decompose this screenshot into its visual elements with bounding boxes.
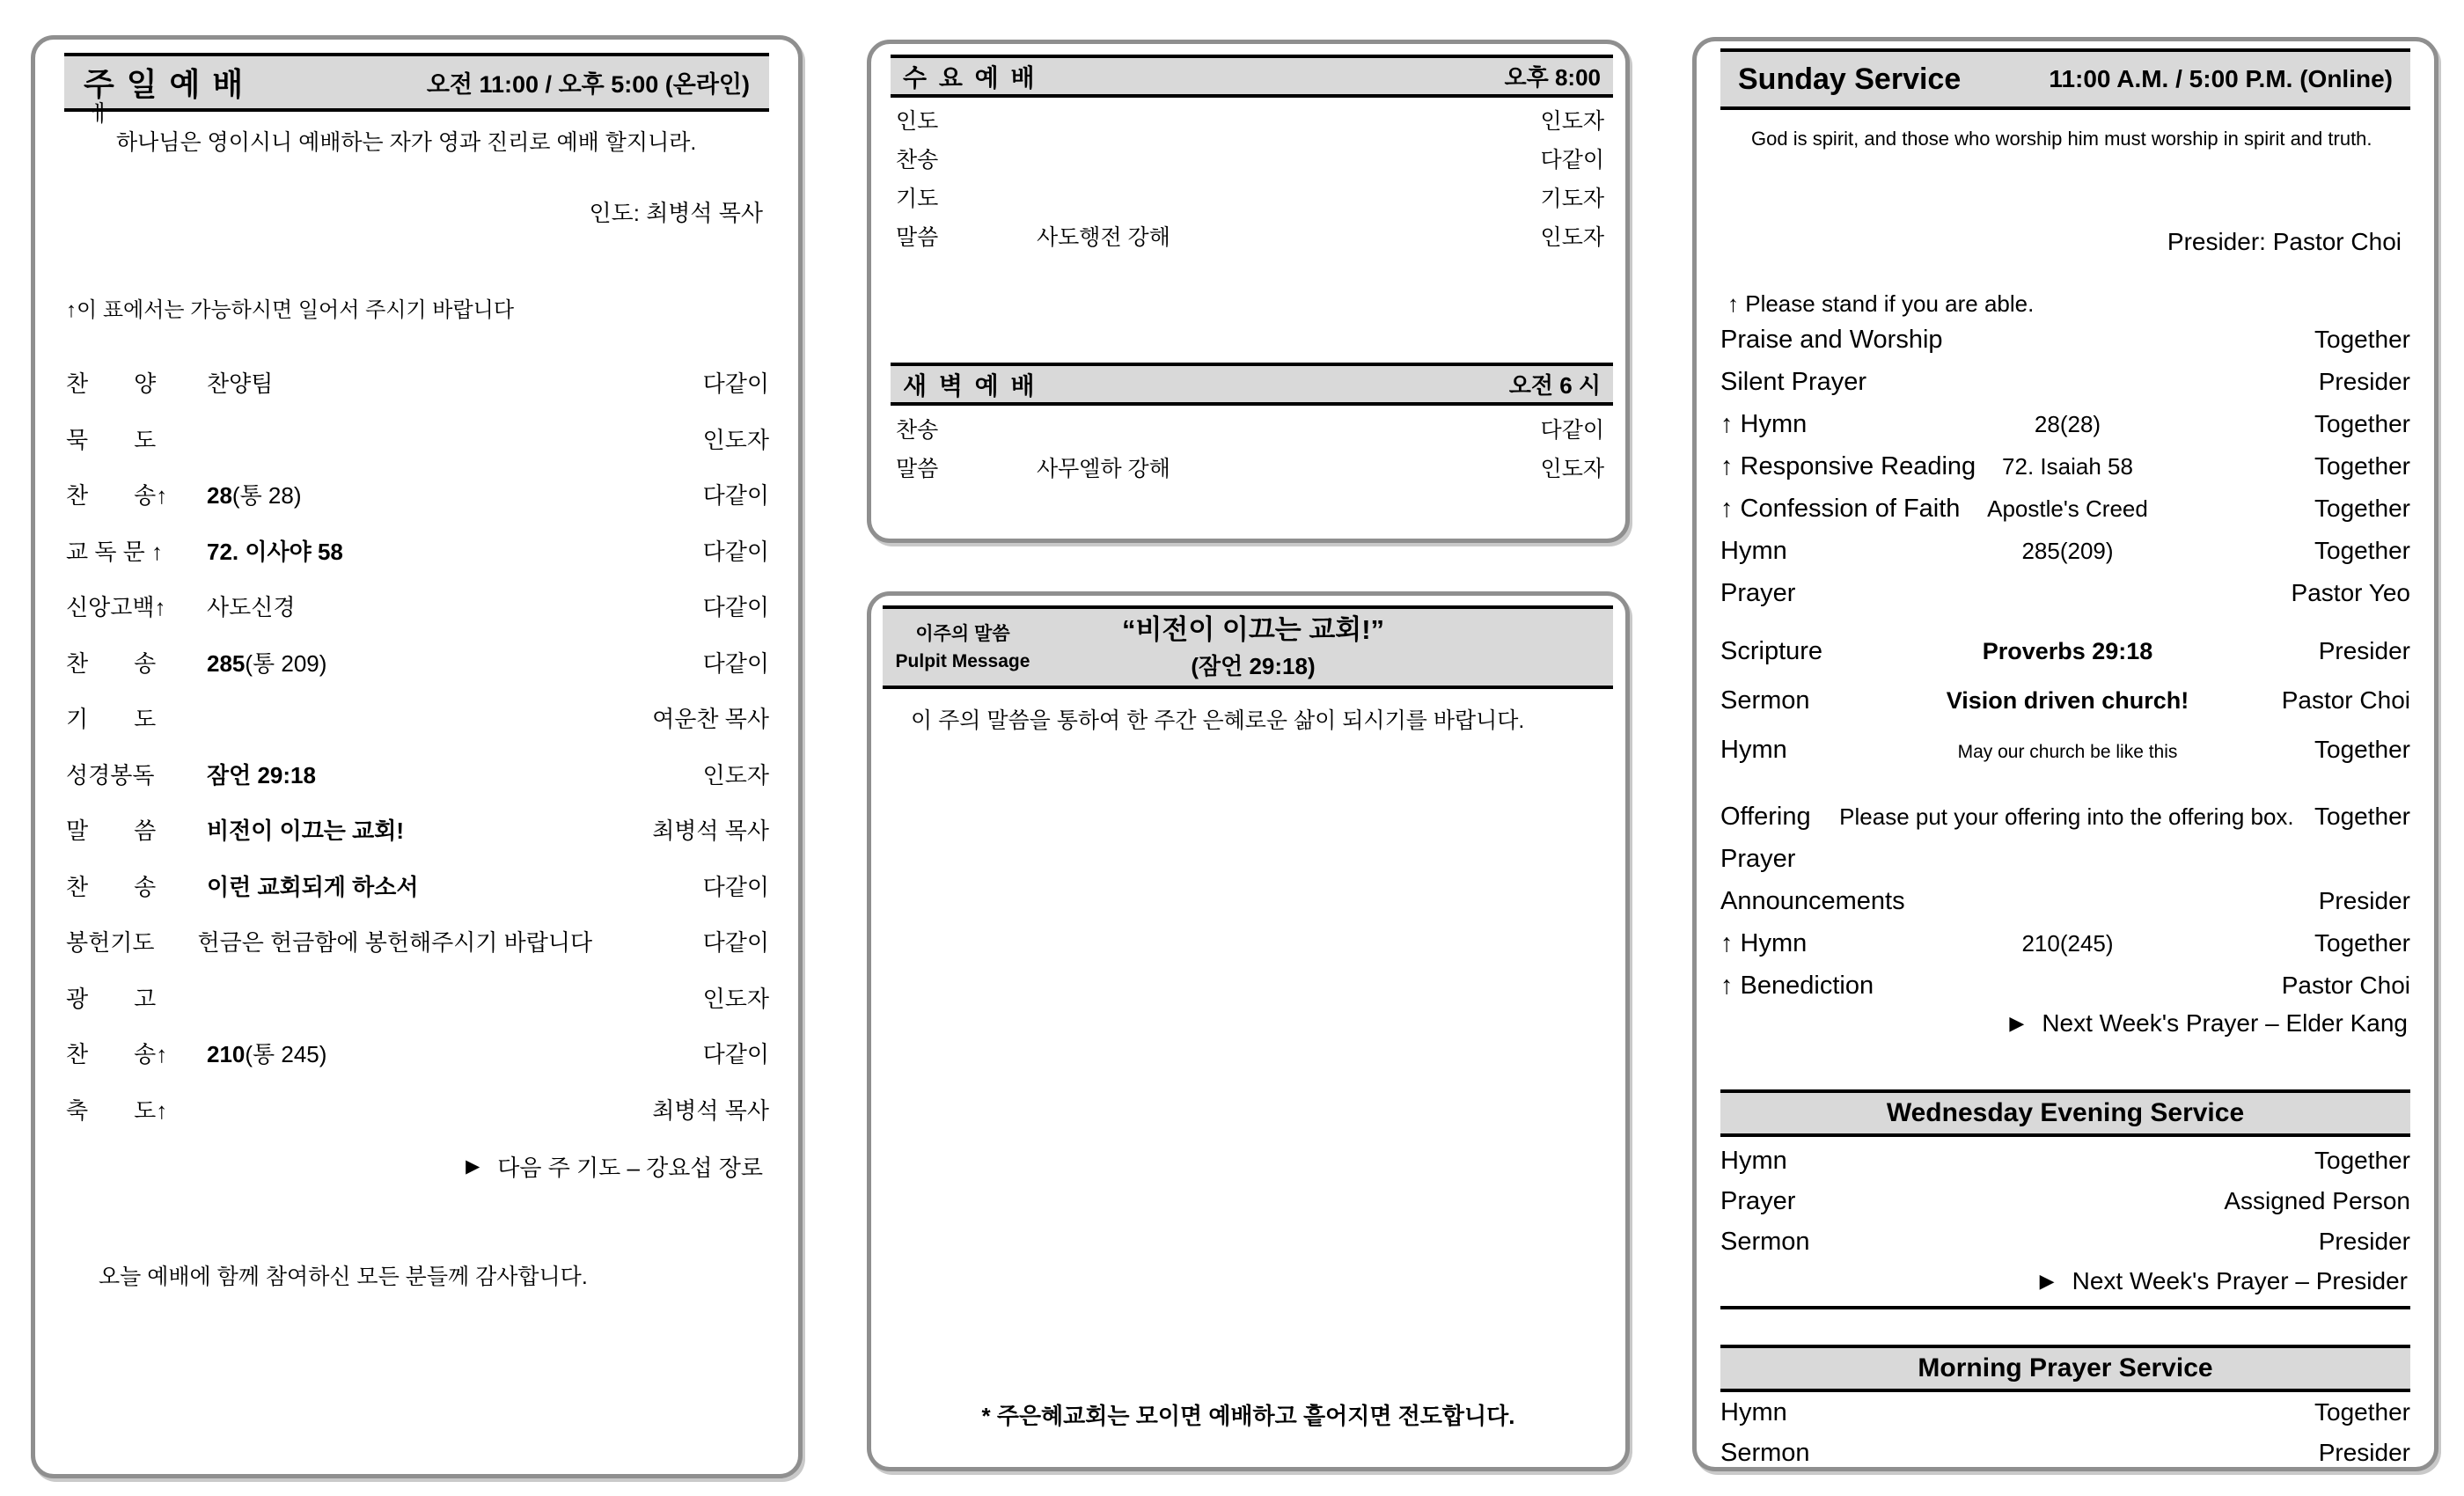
pulpit-message-note: 이 주의 말씀을 통하여 한 주간 은혜로운 삶이 되시기를 바랍니다. (911, 708, 1525, 733)
wednesday-section-divider (1720, 1306, 2410, 1309)
order-item-detail (207, 590, 580, 622)
order-row-ko (66, 970, 769, 1026)
wednesday-order-list-ko (896, 100, 1604, 255)
order-row-en (1720, 1221, 2410, 1262)
order-item-detail: 사도행전 강해 (1037, 225, 1170, 250)
order-item-detail (207, 646, 580, 678)
order-item-label: Hymn (1720, 1146, 1787, 1175)
sermon-scripture-ref-ko: (잠언 29:18) (1191, 653, 1316, 679)
sunday-service-en-time: 11:00 A.M. / 5:00 P.M. (Online) (2049, 65, 2393, 92)
order-item-person: Together (2314, 736, 2410, 763)
order-item-label: 광 고 (66, 985, 157, 1012)
order-item-detail-plain: 285(209) (2021, 537, 2114, 564)
dawn-service-ko-title: 새 벽 예 배 (903, 371, 1038, 400)
order-row-ko (896, 100, 1604, 139)
sunday-service-en-title: Sunday Service (1738, 62, 1962, 96)
order-item-detail: 사무엘하 강해 (1037, 457, 1170, 481)
order-item-detail (207, 366, 580, 399)
order-item-person: 최병석 목사 (652, 1096, 769, 1124)
order-row-ko (66, 466, 769, 523)
triangle-bullet-icon: ▶ (466, 1156, 480, 1177)
order-item-person: Together (2314, 410, 2410, 437)
morning-prayer-order-list (1720, 1392, 2410, 1473)
order-item-detail (1932, 495, 2204, 523)
order-item-person: 다같이 (702, 538, 769, 565)
order-row-ko (66, 355, 769, 411)
order-of-worship-ko (66, 355, 769, 1137)
order-item-label: 기 도 (66, 706, 157, 733)
order-item-person: 기도자 (1540, 187, 1604, 211)
order-item-person: 다같이 (702, 873, 769, 900)
order-item-person: Presider (2318, 368, 2410, 395)
dawn-service-ko-time: 오전 6 시 (1508, 372, 1601, 399)
wednesday-dawn-service-panel (867, 40, 1630, 543)
order-row-ko (66, 578, 769, 634)
order-row-en (1720, 1181, 2410, 1221)
pulpit-message-title-block (1090, 611, 1416, 684)
order-item-label: 성경봉독 (66, 761, 155, 788)
order-item-detail-plain: 사도신경 (207, 594, 296, 621)
triangle-bullet-icon: ▶ (2039, 1270, 2055, 1292)
order-row-en (1720, 838, 2410, 880)
order-item-label: Sermon (1720, 1438, 1810, 1467)
triangle-bullet-icon: ▶ (2009, 1012, 2025, 1034)
order-item-label: Silent Prayer (1720, 367, 1867, 396)
sunday-service-ko-header-bar (64, 53, 769, 112)
order-row-en (1720, 922, 2410, 964)
order-row-ko (896, 178, 1604, 216)
order-row-en (1720, 1433, 2410, 1473)
order-row-ko (66, 411, 769, 467)
order-row-ko (66, 634, 769, 691)
order-item-label: 인도 (896, 109, 939, 134)
order-item-detail (207, 478, 580, 510)
order-item-detail (1932, 638, 2204, 665)
order-item-person: 인도자 (1540, 225, 1604, 250)
order-of-worship-en (1720, 319, 2410, 1007)
order-row-ko (66, 802, 769, 858)
pulpit-message-label-ko: 이주의 말씀 (915, 623, 1010, 644)
order-row-en (1720, 319, 2410, 361)
order-item-detail-plain: 28(28) (2034, 410, 2101, 437)
order-row-en (1720, 488, 2410, 530)
presider-line-en: Presider: Pastor Choi (2167, 228, 2402, 255)
order-item-detail (207, 1037, 580, 1069)
order-item-label: 찬 양 (66, 370, 157, 398)
order-item-person: Presider (2318, 1439, 2410, 1466)
order-row-en (1720, 627, 2410, 676)
order-row-ko (66, 913, 769, 970)
order-item-person: 다같이 (702, 649, 769, 677)
order-item-label: Prayer (1720, 1186, 1796, 1215)
order-item-detail-bold: Proverbs 29:18 (1982, 637, 2153, 664)
order-row-en (1720, 572, 2410, 614)
dawn-order-list-ko (896, 409, 1604, 487)
order-item-label: Sermon (1720, 686, 1810, 715)
order-item-detail (1932, 687, 2204, 715)
order-item-label: 찬 송↑ (66, 1041, 168, 1068)
order-row-ko (896, 216, 1604, 255)
korean-sunday-service-panel (31, 35, 803, 1478)
order-item-detail (1932, 930, 2204, 957)
stand-note-en: ↑ Please stand if you are able. (1727, 290, 2035, 317)
order-item-person: 최병석 목사 (652, 818, 769, 845)
order-row-ko (66, 858, 769, 914)
order-item-person: Pastor Choi (2281, 972, 2410, 999)
order-row-en (1720, 361, 2410, 403)
order-item-detail-plain: Please put your offering into the offering box. (1839, 803, 2294, 830)
wednesday-next-week-prayer-line (1720, 1262, 2408, 1301)
order-row-en (1720, 880, 2410, 922)
order-item-label: Sermon (1720, 1227, 1810, 1256)
presider-line-ko: 인도: 최병석 목사 (589, 200, 763, 226)
order-item-person: Together (2314, 929, 2410, 957)
order-item-person: 다같이 (702, 594, 769, 621)
order-item-person: 다같이 (702, 370, 769, 398)
order-item-person: 인도자 (702, 426, 769, 453)
order-item-detail-plain: 210(245) (2021, 929, 2114, 957)
order-item-person: Together (2314, 495, 2410, 522)
order-item-person: Pastor Choi (2281, 686, 2410, 714)
order-item-person: 다같이 (1540, 418, 1604, 443)
order-item-detail-bold: 210 (207, 1041, 246, 1068)
order-item-label: Hymn (1720, 536, 1787, 565)
order-row-en (1720, 964, 2410, 1007)
order-item-detail-bold: 이런 교회되게 하소서 (207, 873, 419, 900)
english-sunday-service-panel (1692, 37, 2438, 1471)
order-row-ko (896, 139, 1604, 178)
order-item-detail-plain: 찬양팀 (207, 370, 274, 398)
worship-verse-ko: 하나님은 영이시니 예배하는 자가 영과 진리로 예배 할지니라. (116, 130, 697, 155)
order-item-person: Pastor Yeo (2291, 579, 2410, 606)
order-row-en (1720, 530, 2410, 572)
thanks-note-ko: 오늘 예배에 함께 참여하신 모든 분들께 감사합니다. (99, 1265, 588, 1289)
order-row-en (1720, 796, 2410, 838)
order-row-ko (66, 690, 769, 746)
order-item-label: ↑ Hymn (1720, 409, 1808, 438)
order-item-person: 인도자 (702, 761, 769, 788)
sermon-title-ko: “비전이 이끄는 교회!” (1121, 614, 1385, 645)
wednesday-evening-service-header-bar (1720, 1089, 2410, 1137)
worship-verse-en: God is spirit, and those who worship him must worship in spirit and truth. (1751, 128, 2372, 150)
order-item-label: ↑ Benediction (1720, 971, 1874, 1000)
order-item-label: ↑ Hymn (1720, 928, 1808, 957)
sunday-service-ko-time: 오전 11:00 / 오후 5:00 (온라인) (426, 71, 750, 98)
order-item-detail (197, 925, 592, 957)
order-item-person: 다같이 (702, 482, 769, 510)
order-row-en (1720, 725, 2410, 774)
order-item-label: 말씀 (896, 457, 939, 481)
morning-prayer-service-title: Morning Prayer Service (1918, 1353, 2213, 1382)
order-item-person: Together (2314, 1147, 2410, 1174)
next-week-prayer-text-ko: 다음 주 기도 – 강요섭 장로 (497, 1155, 763, 1181)
order-item-detail-bold: Vision driven church! (1946, 686, 2189, 714)
order-item-detail-bold: 잠언 29:18 (207, 761, 316, 788)
order-item-person: 여운찬 목사 (652, 706, 769, 733)
order-row-en (1720, 445, 2410, 488)
wednesday-service-ko-header-bar (891, 55, 1613, 98)
order-item-detail-plain: (통 209) (245, 649, 327, 677)
order-row-ko (66, 1082, 769, 1138)
order-item-label: 말씀 (896, 225, 939, 250)
sunday-service-en-header-bar (1720, 48, 2410, 110)
order-item-label: ↑ Responsive Reading (1720, 451, 1976, 480)
order-item-detail-plain: 헌금은 헌금함에 봉헌해주시기 바랍니다 (197, 929, 593, 957)
order-item-detail (1932, 411, 2204, 438)
stray-jamo-artifact: ㅔ (88, 100, 111, 127)
order-item-label: 축 도↑ (66, 1096, 168, 1124)
order-item-person: Presider (2318, 637, 2410, 664)
pulpit-message-header-bar (883, 605, 1613, 689)
order-item-label: 찬 송 (66, 649, 157, 677)
pulpit-message-label-en: Pulpit Message (895, 650, 1030, 671)
order-item-label: 찬송 (896, 418, 939, 443)
order-row-en (1720, 403, 2410, 445)
order-item-person: 다같이 (1540, 148, 1604, 172)
order-item-label: Offering (1720, 802, 1811, 831)
order-item-label: 찬 송↑ (66, 482, 168, 510)
order-item-detail-bold: 28 (207, 482, 232, 510)
order-item-detail-plain: (통 28) (231, 482, 302, 510)
order-item-detail (207, 758, 580, 790)
order-item-label: 말 씀 (66, 818, 157, 845)
order-item-label: Announcements (1720, 886, 1905, 915)
pulpit-message-panel (867, 591, 1630, 1471)
order-item-detail-plain: 72. Isaiah 58 (2002, 452, 2133, 480)
order-item-label: 교 독 문 ↑ (66, 538, 164, 565)
order-item-detail-bold: 285 (207, 649, 246, 677)
order-item-person: Together (2314, 1398, 2410, 1426)
order-item-label: ↑ Confession of Faith (1720, 494, 1961, 523)
order-item-person: 다같이 (702, 1041, 769, 1068)
order-item-label: 찬송 (896, 148, 939, 172)
order-item-detail (207, 534, 580, 567)
order-item-person: Together (2314, 537, 2410, 564)
pulpit-message-label (888, 620, 1038, 675)
order-row-ko (66, 746, 769, 803)
order-item-label: Prayer (1720, 844, 1796, 873)
stand-note-ko: ↑이 표에서는 가능하시면 일어서 주시기 바랍니다 (66, 298, 515, 322)
church-motto-footer: * 주은혜교회는 모이면 예배하고 흩어지면 전도합니다. (981, 1403, 1515, 1429)
order-item-label: 신앙고백↑ (66, 594, 166, 621)
wednesday-evening-order-list (1720, 1140, 2410, 1262)
order-item-label: 기도 (896, 187, 939, 211)
dawn-service-ko-header-bar (891, 363, 1613, 406)
order-row-en (1720, 1140, 2410, 1181)
order-item-label: 찬 송 (66, 873, 157, 900)
order-row-en (1720, 676, 2410, 725)
order-item-label: Prayer (1720, 578, 1796, 607)
morning-prayer-service-header-bar (1720, 1345, 2410, 1392)
sunday-service-ko-title: 주 일 예 배 (84, 66, 246, 102)
order-row-ko (896, 448, 1604, 487)
order-item-person: 인도자 (702, 985, 769, 1012)
wednesday-service-ko-title: 수 요 예 배 (903, 63, 1038, 92)
order-item-person: Assigned Person (2224, 1187, 2410, 1214)
order-item-person: Presider (2318, 1228, 2410, 1255)
wednesday-service-ko-time: 오후 8:00 (1504, 64, 1601, 91)
order-item-person: 인도자 (1540, 109, 1604, 134)
order-item-detail-bold: 비전이 이끄는 교회! (207, 818, 405, 845)
order-item-detail-plain: (통 245) (245, 1041, 327, 1068)
order-item-detail-plain: May our church be like this (1957, 741, 2178, 762)
order-item-detail (207, 869, 580, 902)
order-item-detail (1932, 737, 2204, 764)
order-item-label: 봉헌기도 (66, 929, 155, 957)
order-item-detail (1839, 803, 2294, 831)
next-week-prayer-line-ko (466, 1150, 763, 1183)
order-item-label: Scripture (1720, 636, 1823, 665)
order-item-person: Together (2314, 452, 2410, 480)
order-row-ko (66, 523, 769, 579)
wednesday-next-week-prayer-text: Next Week's Prayer – Presider (2072, 1267, 2408, 1294)
next-week-prayer-text-en: Next Week's Prayer – Elder Kang (2042, 1009, 2408, 1037)
order-item-detail (1932, 538, 2204, 565)
order-item-label: 묵 도 (66, 426, 157, 453)
order-item-person: Presider (2318, 887, 2410, 914)
order-item-person: 다같이 (702, 929, 769, 957)
order-item-label: Hymn (1720, 735, 1787, 764)
order-row-ko (896, 409, 1604, 448)
order-item-detail (207, 813, 580, 846)
order-item-detail-bold: 72. 이사야 58 (207, 538, 343, 565)
next-week-prayer-line-en (2009, 1009, 2408, 1038)
order-item-detail-plain: Apostle's Creed (1987, 495, 2148, 522)
order-item-label: Praise and Worship (1720, 325, 1943, 354)
order-item-person: Together (2314, 326, 2410, 353)
order-item-person: 인도자 (1540, 457, 1604, 481)
order-row-en (1720, 1392, 2410, 1433)
order-item-person: Together (2314, 803, 2410, 830)
order-row-ko (66, 1025, 769, 1082)
order-item-detail (1932, 453, 2204, 480)
order-item-label: Hymn (1720, 1397, 1787, 1426)
wednesday-evening-service-title: Wednesday Evening Service (1886, 1098, 2245, 1127)
